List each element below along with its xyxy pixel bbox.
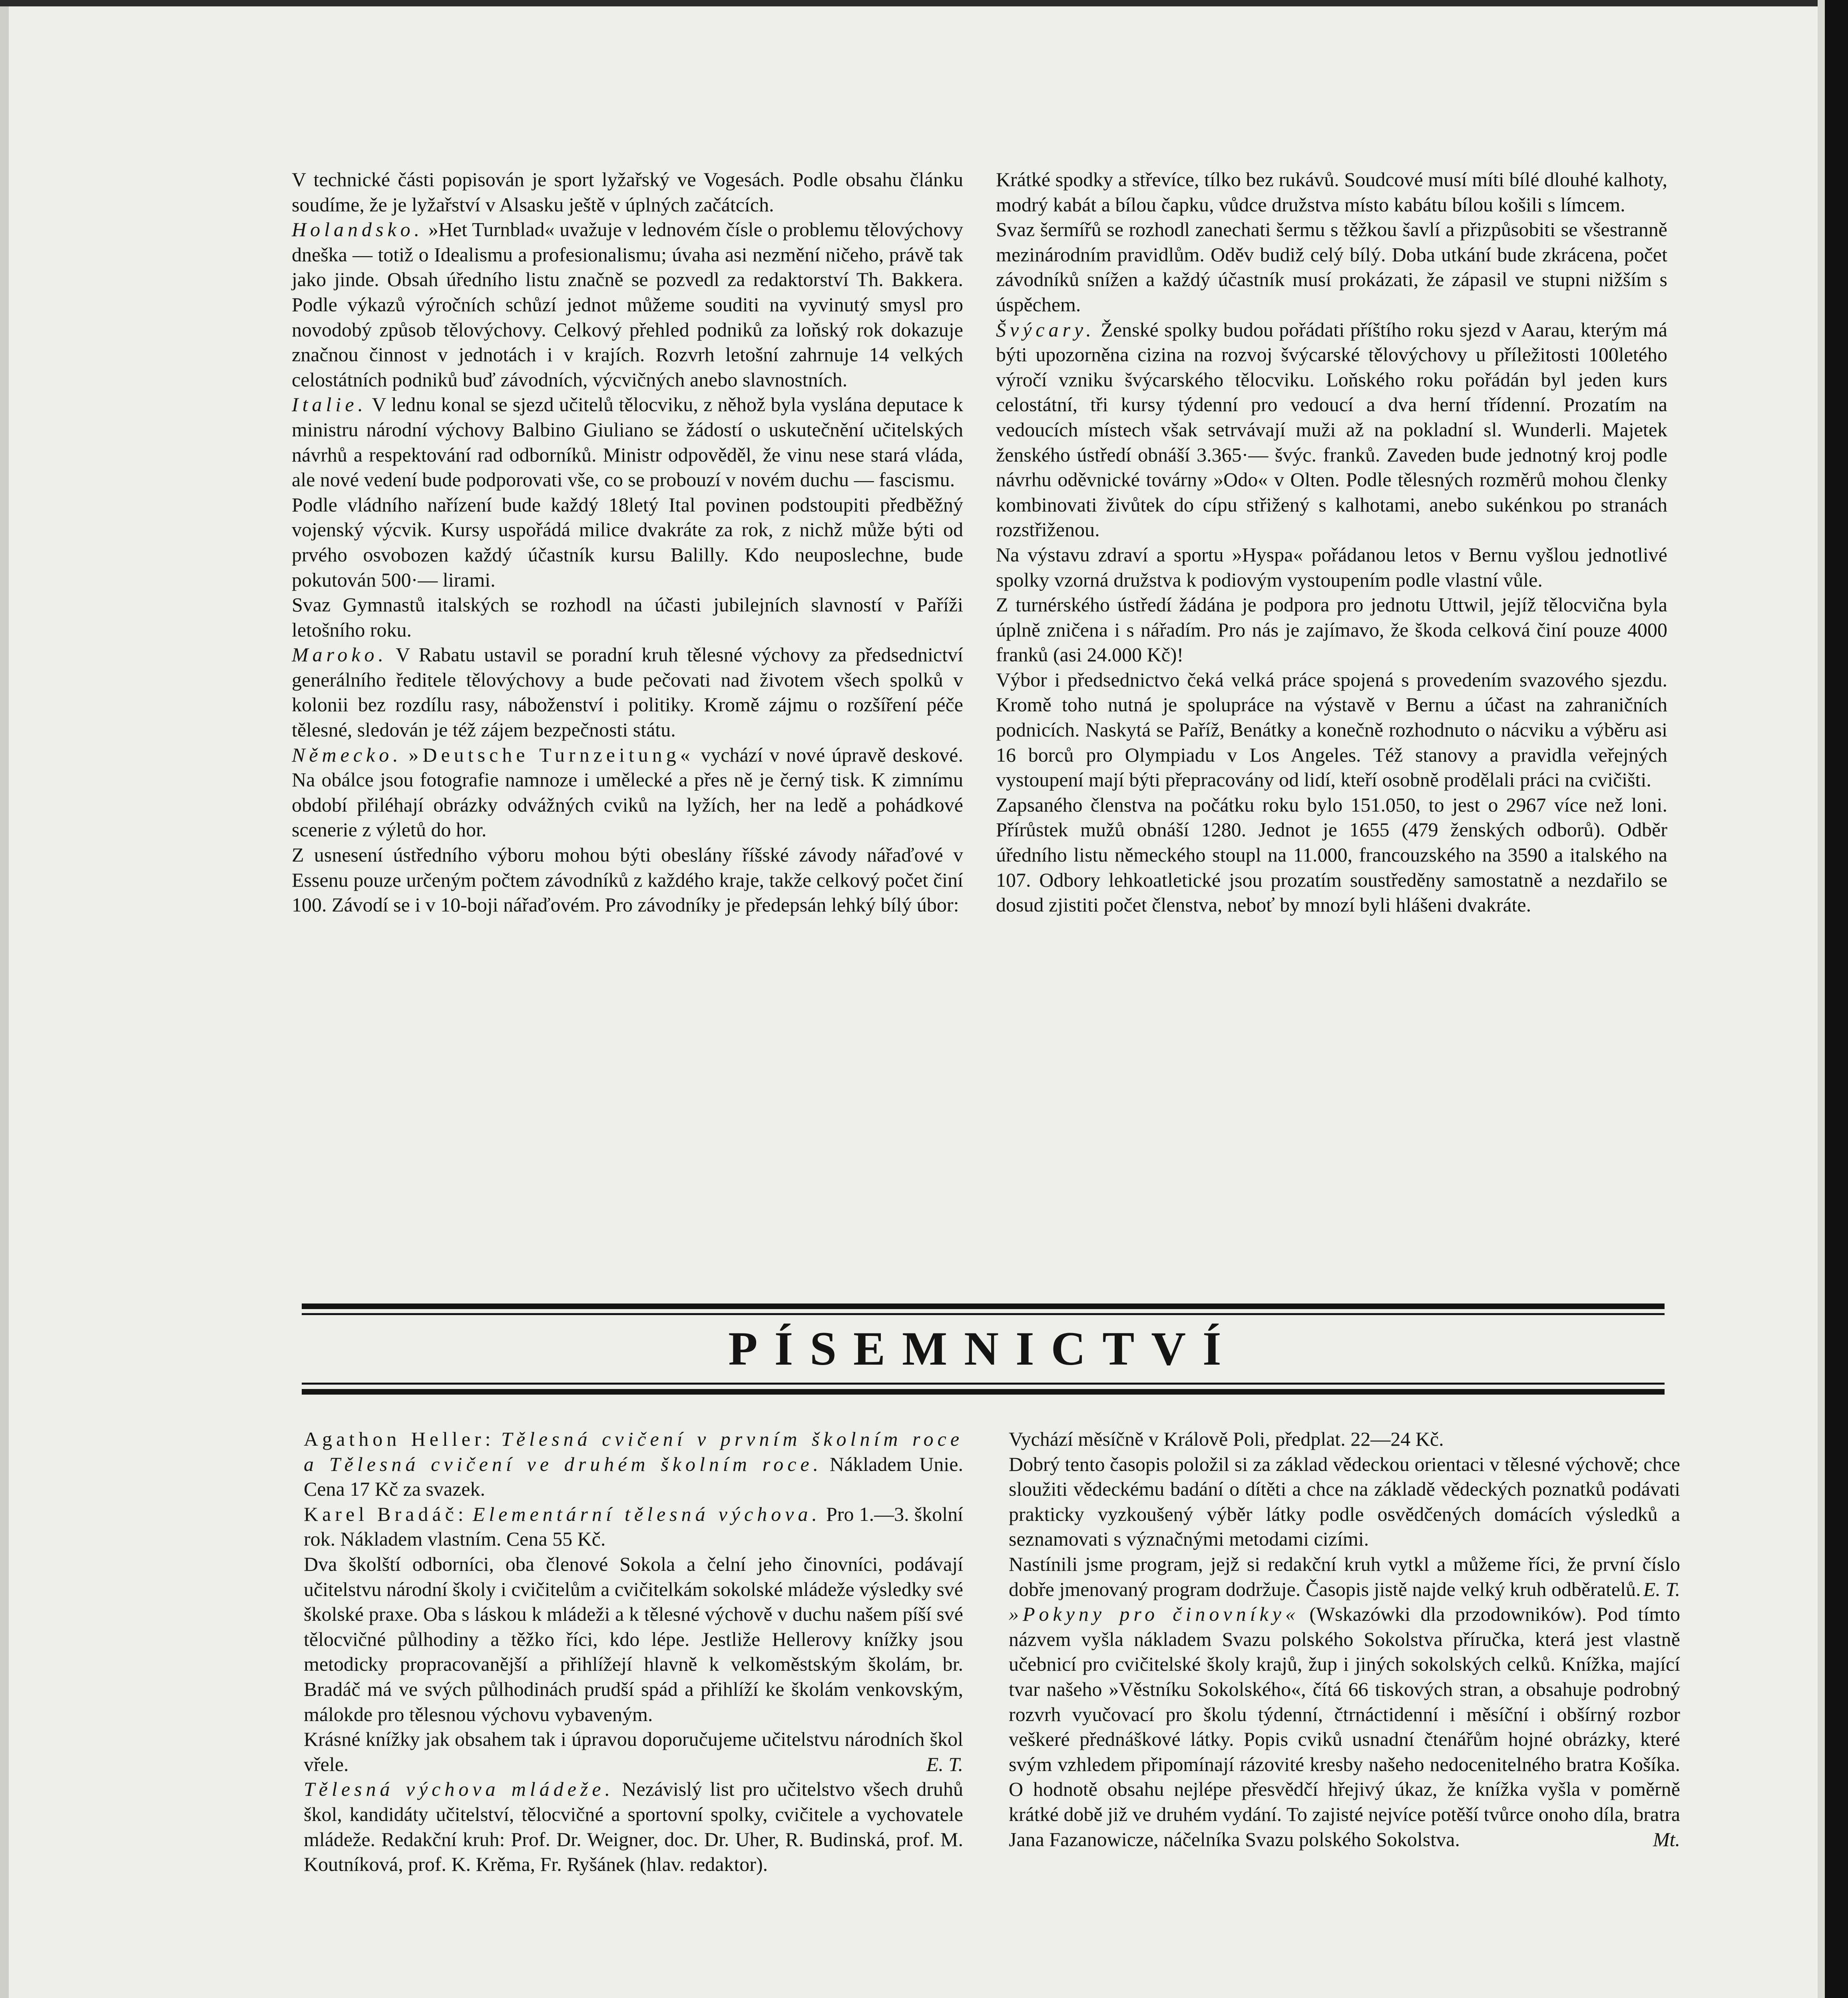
paragraph: V technické části popisován je sport lyžařský ve Vogesách. Podle obsahu článku soudíme, že je lyžařství v Alsasku ještě v úplných začátcích.: [292, 168, 963, 216]
publication-details: Pro 1.—3. školní rok. Nákladem vlastním. Cena 55 Kč.: [304, 1502, 963, 1550]
paragraph: Z usnesení ústředního výboru mohou býti obeslány říšské závody nářaďové v Essenu pouze určeným počtem závodníků z každého kraje, takže celkový počet činí 100. Závodí se i v 10-boji nářaďovém. Pro závodníky je předepsán lehký bílý úbor:: [292, 844, 963, 916]
paragraph: [292, 742, 963, 842]
country-heading: Holandsko.: [292, 218, 424, 241]
scan-edge-left: [0, 0, 9, 1998]
section-rule-top: [302, 1303, 1665, 1309]
paragraph: [1009, 1552, 1680, 1602]
author-name: Karel Bradáč:: [304, 1502, 468, 1525]
paragraph: Krátké spodky a střevíce, tílko bez rukávů. Soudcové musí míti bílé dlouhé kalhoty, modrý kabát a bílou čapku, vůdce družstva místo kabátu bílou košili s límcem.: [996, 168, 1667, 216]
section-rule-top-thin: [302, 1313, 1665, 1315]
scan-edge-right: [1825, 0, 1848, 1998]
review-entry: [304, 1427, 963, 1502]
book-title: Elementární tělesná výchova.: [472, 1502, 821, 1525]
paragraph: [292, 392, 963, 492]
paragraph-text: Ženské spolky budou pořádati příštího roku sjezd v Aarau, kterým má býti upozorněna cizina na rozvoj švýcarské tělovýchovy u příležitosti 100letého výročí vzniku švýcarského tělocviku. Loňského roku pořádán byl jeden kurs celostátní, tři kursy týdenní pro vedoucí a dva herní třídenní. Prozatím na vedoucích místech však setrvávají muži až na pokladní sl. Wunderli. Majetek ženského ústředí obnáší 3.365·— švýc. franků. Zaveden bude jednotný kroj podle návrhu oděvnické továrny »Odo« v Olten. Podle tělesných rozměrů mohou členky kombinovati živůtek do cípu střižený s kalhotami, anebo sukénkou po stranách rozstřiženou.: [996, 318, 1667, 541]
country-heading: Německo.: [292, 743, 402, 766]
paragraph: Dobrý tento časopis položil si za základ vědeckou orientaci v tělesné výchově; chce sloužiti vědeckému badání o dítěti a chce na základě vědeckých poznatků podávati prakticky vyzkoušený výběr látky podle osvědčených domácích výsledků a seznamovati s význačnými metodami cizími.: [1009, 1453, 1680, 1550]
paragraph: [304, 1727, 963, 1777]
paragraph: Výbor i předsednictvo čeká velká práce spojená s provedením svazového sjezdu. Kromě toho nutná je spolupráce na výstavě v Bernu a účast na zahraničních podnicích. Naskytá se Paříž, Benátky a konečně rozhodnuto o nácviku a výběru asi 16 borců pro Olympiadu v Los Angeles. Též stanovy a pravidla veřejných vystoupení mají býti přepracovány od lidí, kteří osobně prodělali práci na cvičišti.: [996, 668, 1667, 791]
publication-details: Nákladem Unie. Cena 17 Kč za svazek.: [304, 1453, 963, 1500]
country-heading: Maroko.: [292, 643, 387, 666]
paragraph-text: vychází v nové úpravě deskové. Na obálce jsou fotografie namnoze i umělecké a přes ně je černý tisk. K zimnímu období přiléhají obrázky odvážných cviků na lyžích, her na ledě a pohádkové scenerie z výletů do hor.: [292, 743, 963, 841]
country-heading: Švýcary.: [996, 318, 1095, 341]
paragraph: Z turnérského ústředí žádána je podpora pro jednotu Uttwil, jejíž tělocvična byla úplně zničena i s nářadím. Pro nás je zajímavo, že škoda celková činí pouze 4000 franků (asi 24.000 Kč)!: [996, 593, 1667, 666]
column-left-bottom: [304, 1427, 963, 1877]
paragraph: Podle vládního nařízení bude každý 18letý Ital povinen podstoupiti předběžný vojenský výcvik. Kursy uspořádá milice dvakráte za rok, z nichž může býti od prvého osvobozen každý účastník kursu Balilly. Kdo neuposlechne, bude pokutován 500·— lirami.: [292, 493, 963, 591]
paragraph-text: V Rabatu ustavil se poradní kruh tělesné výchovy za předsednictví generálního ředitele tělovýchovy a bude pečovati nad životem všech spolků v kolonii bez rozdílu rasy, náboženství i politiky. Kromě zájmu o rozšíření péče tělesné, sledován je též zájem bezpečnosti státu.: [292, 643, 963, 741]
publication-details: Nezávislý list pro učitelstvo všech druhů škol, kandidáty učitelství, tělocvičné a sportovní spolky, cvičitele a vychovatele mládeže. Redakční kruh: Prof. Dr. Weigner, doc. Dr. Uher, R. Budinská, prof. M. Koutníková, prof. K. Krěma, Fr. Ryšánek (hlav. redaktor).: [304, 1778, 963, 1876]
column-right-bottom: [1009, 1427, 1680, 1852]
paragraph-text: Krásné knížky jak obsahem tak i úpravou doporučujeme učitelstvu národních škol vřele.: [304, 1728, 963, 1775]
section-rule-bottom-thin: [302, 1383, 1665, 1385]
paragraph-text: V lednu konal se sjezd učitelů tělocviku, z něhož byla vyslána deputace k ministru národní výchovy Balbino Giuliano se žádostí o uskutečnění učitelských návrhů a respektování rad odborníků. Ministr odpověděl, že vinu nese stará vláda, ale nové vedení bude podporovati vše, co se probouzí v novém duchu — fascismu.: [292, 393, 963, 491]
reviewer-signature: E. T.: [926, 1753, 963, 1775]
author-name: Agathon Heller:: [304, 1428, 495, 1450]
paragraph-text: »Het Turnblad« uvažuje v lednovém čísle o problemu tělovýchovy dneška — totiž o Idealismu a profesionalismu; úvaha asi nezmění ničeho, právě tak jako jinde. Obsah úředního listu značně se pozvedl za redaktorství Th. Bakkera. Podle výkazů výročních schůzí jednot můžeme souditi na vyvinutý smysl pro novodobý způsob tělovýchovy. Celkový přehled podniků za loňský rok dokazuje značnou činnost v jednotách i v krajích. Rozvrh letošní zahrnuje 14 velkých celostátních podniků buď závodních, výcvičných anebo slavnostních.: [292, 218, 963, 391]
paragraph: [292, 642, 963, 742]
reviewer-signature: E. T.: [1643, 1578, 1680, 1600]
scan-edge-right-inner: [1818, 0, 1825, 1998]
review-entry: [1009, 1602, 1680, 1852]
paragraph: Dva školští odborníci, oba členové Sokola a čelní jeho činovníci, podávají učitelstvu národní školy i cvičitelům a cvičitelkám sokolské mládeže výsledky své školské praxe. Oba s láskou k mládeži a k tělesné výchově v duchu našem píší své tělocvičné půlhodiny a těžko říci, kdo lépe. Jestliže Hellerovy knížky jsou metodicky propracovanější a přihlížejí hlavně k velkoměstským školám, br. Bradáč má ve svých půlhodinách prudší spád a přihlíží ke školám venkovským, málokde pro tělesnou výchovu vybaveným.: [304, 1552, 963, 1725]
paragraph: Vychází měsíčně v Králově Poli, předplat. 22—24 Kč.: [1009, 1428, 1444, 1450]
country-heading: Italie.: [292, 393, 367, 416]
column-right-top: [996, 167, 1667, 917]
paragraph: Na výstavu zdraví a sportu »Hyspa« pořádanou letos v Bernu vyšlou jednotlivé spolky vzorná družstva k podiovým vystoupením podle vlastní vůle.: [996, 543, 1667, 591]
section-rule-bottom: [302, 1389, 1665, 1395]
column-left-top: [292, 167, 963, 917]
publication-details: (Wskazówki dla przodowników). Pod tímto názvem vyšla nákladem Svazu polského Sokolstva příručka, která jest vlastně učebnicí pro cvičitelské školy krajů, žup i jiných sokolských celků. Knížka, mající tvar našeho »Věstníku Sokolského«, čítá 66 tiskových stran, a obsahuje podrobný rozvrh vyučovací pro školu týdenní, čtrnáctidenní i měsíční i obšírný rozbor veškeré přednáškové látky. Popis cviků usnadní čtenářům hojné obrázky, které svým vzhledem připomínají rázovité kresby našeho nedocenitelného bratra Košíka. O hodnotě obsahu nejlépe přesvědčí hřejivý úkaz, že knížka vyšla v poměrně krátké době již ve druhém vydání. To zajisté nejvíce potěší tvůrce onoho díla, bratra Jana Fazanowicze, náčelníka Svazu polského Sokolstva.: [1009, 1603, 1680, 1851]
review-entry: [304, 1777, 963, 1877]
paragraph: Zapsaného členstva na počátku roku bylo 151.050, to jest o 2967 více než loni. Přírůstek mužů obnáší 1280. Jednot je 1655 (479 ženských odborů). Odběr úředního listu německého stoupl na 11.000, francouzského na 3590 a italského na 107. Odbory lehkoatletické jsou prozatím soustředěny samostatně a nezdařilo se dosud zjistiti počet členstva, neboť by mnozí byli hlášeni dvakráte.: [996, 793, 1667, 916]
book-title: »Pokyny pro činovníky«: [1009, 1603, 1299, 1626]
paragraph: Svaz Gymnastů italských se rozhodl na účasti jubilejních slavností v Paříži letošního roku.: [292, 593, 963, 641]
paragraph: [996, 317, 1667, 542]
journal-name: »Deutsche Turnzeitung«: [408, 743, 694, 766]
section-title: PÍSEMNICTVÍ: [728, 1322, 1238, 1375]
paragraph-text: Nastínili jsme program, jejž si redakční kruh vytkl a můžeme říci, že první číslo dobře jmenovaný program dodržuje. Časopis jistě najde velký kruh odběratelů.: [1009, 1552, 1680, 1600]
reviewer-signature: Mt.: [1653, 1828, 1680, 1851]
scan-edge-top: [0, 0, 1848, 6]
paragraph: [292, 217, 963, 392]
book-title: Tělesná cvičení v prvním školním roce a Tělesná cvičení ve druhém školním roce.: [304, 1428, 964, 1475]
journal-title: Tělesná výchova mládeže.: [304, 1778, 614, 1801]
paragraph: Svaz šermířů se rozhodl zanechati šermu s těžkou šavlí a přizpůsobiti se všestranně mezinárodním pravidlům. Oděv budiž celý bílý. Doba utkání bude zkrácena, počet závodníků snížen a každý účastník musí prokázati, že zápasil ve stupni nižším s úspěchem.: [996, 218, 1667, 316]
review-entry: [304, 1502, 963, 1552]
